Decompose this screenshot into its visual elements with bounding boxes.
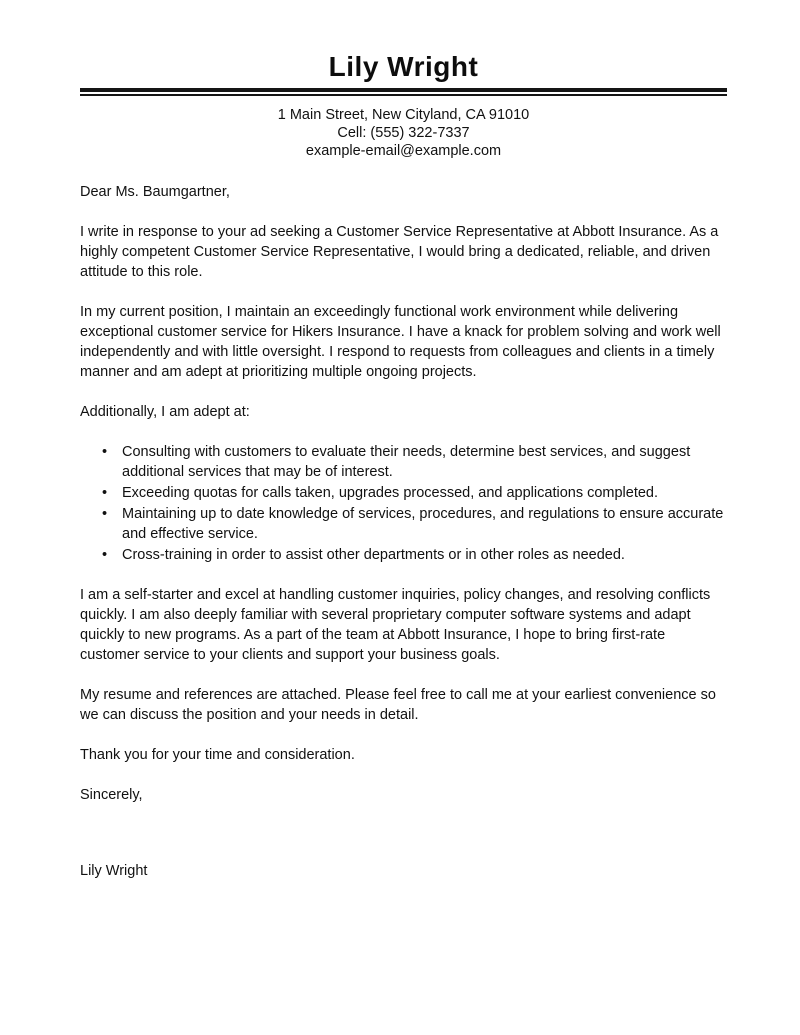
- contact-email: example-email@example.com: [305, 143, 502, 159]
- bullet-item: • Consulting with customers to evaluate their needs, determine best services, and suggest additional services that may be of interest.: [122, 442, 727, 482]
- skills-bullet-list: [80, 442, 727, 565]
- letter-author-name: Lily Wright: [328, 51, 479, 82]
- valediction: Sincerely,: [80, 787, 143, 803]
- salutation: Dear Ms. Baumgartner,: [80, 184, 230, 200]
- paragraph-resume-attached: My resume and references are attached. Please feel free to call me at your earliest convenience so we can discuss the position and your needs in detail.: [80, 687, 716, 723]
- contact-block: [80, 106, 727, 160]
- bullet-item: • Exceeding quotas for calls taken, upgrades processed, and applications completed.: [122, 483, 727, 503]
- paragraph-thanks: Thank you for your time and consideration.: [80, 747, 355, 763]
- signature-name: Lily Wright: [80, 863, 148, 879]
- paragraph-adept-intro: Additionally, I am adept at:: [80, 404, 250, 420]
- contact-address: 1 Main Street, New Cityland, CA 91010: [277, 107, 530, 123]
- bullet-item: • Cross-training in order to assist other departments or in other roles as needed.: [122, 545, 727, 565]
- contact-cell: Cell: (555) 322-7337: [337, 125, 470, 141]
- paragraph-current-position: In my current position, I maintain an exceedingly functional work environment while delivering exceptional customer service for Hikers Insurance. I have a knack for problem solving and work well independently and with little oversight. I respond to requests from colleagues and clients in a timely manner and am adept at prioritizing multiple ongoing projects.: [80, 304, 721, 380]
- header-double-rule: [80, 88, 727, 96]
- paragraph-self-starter: I am a self-starter and excel at handling customer inquiries, policy changes, and resolving conflicts quickly. I am also deeply familiar with several proprietary computer software systems and adapt quickly to new programs. As a part of the team at Abbott Insurance, I hope to bring first-rate customer service to your clients and support your business goals.: [80, 587, 711, 663]
- paragraph-intro: I write in response to your ad seeking a Customer Service Representative at Abbott Insurance. As a highly competent Customer Service Representative, I would bring a dedicated, reliable, and driven attitude to this role.: [80, 224, 719, 280]
- bullet-item: • Maintaining up to date knowledge of services, procedures, and regulations to ensure accurate and effective service.: [122, 504, 727, 544]
